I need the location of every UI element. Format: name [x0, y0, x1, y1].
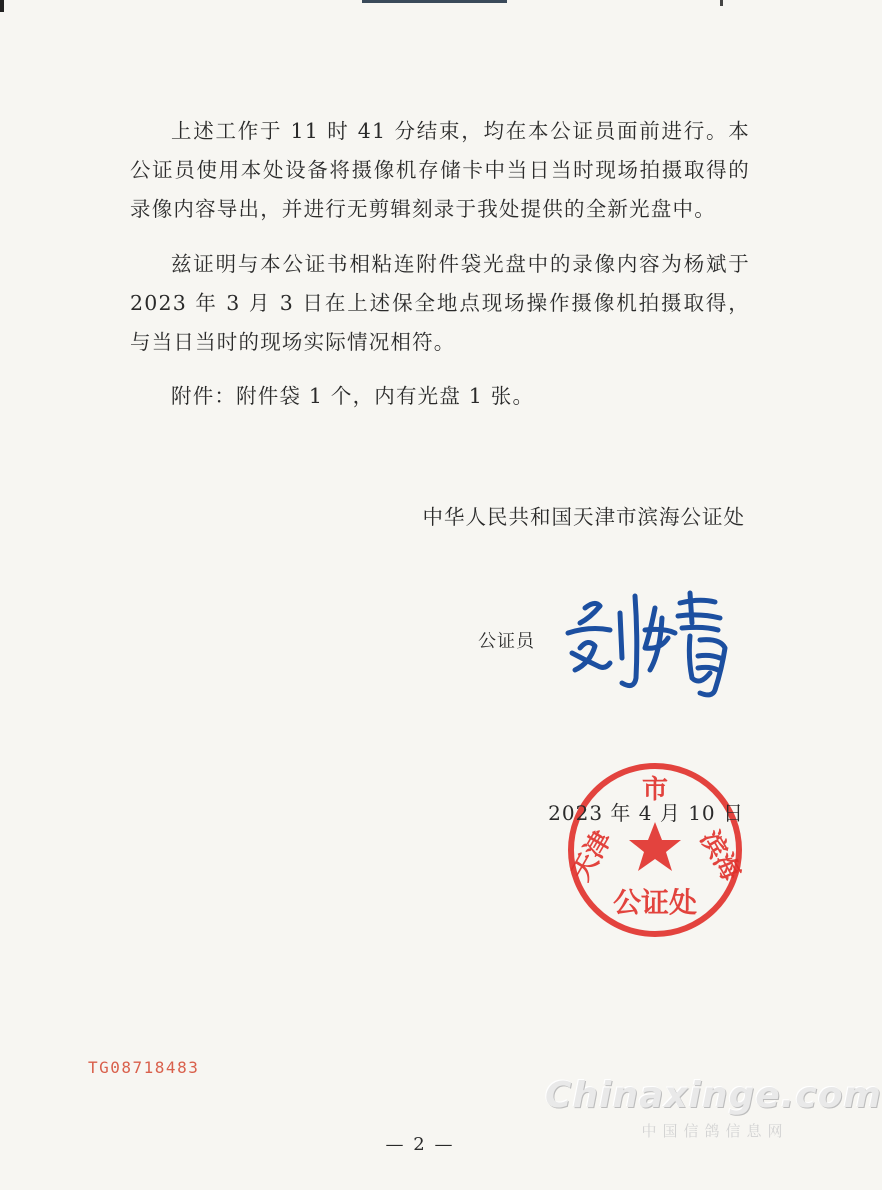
watermark-logo-text: Chinaxinge.com: [545, 1075, 882, 1116]
scan-mark: [720, 0, 723, 6]
page-number: — 2 —: [385, 1134, 455, 1155]
notary-label: 公证员: [478, 631, 535, 652]
scan-mark: [0, 0, 4, 12]
site-watermark: [545, 1075, 882, 1141]
paragraph-procedure: 上述工作于 11 时 41 分结束，均在本公证员面前进行。本公证员使用本处设备将摄像机存储卡中当日当时现场拍摄取得的录像内容导出，并进行无剪辑刻录于我处提供的全新光盘中。: [130, 119, 750, 222]
notary-signature: [550, 578, 760, 708]
scan-edge-marks: [0, 0, 840, 6]
organization-name: 中华人民共和国天津市滨海公证处: [422, 505, 745, 529]
star-icon: [629, 822, 681, 871]
document-body: [130, 112, 750, 416]
serial-number: TG08718483: [88, 1058, 200, 1077]
seal-right-chars: 滨海: [693, 825, 746, 887]
paragraph-attachment: 附件：附件袋 1 个，内有光盘 1 张。: [171, 384, 535, 409]
issue-date: 2023 年 4 月 10 日: [548, 801, 744, 825]
watermark-subtitle: 中国信鸽信息网: [641, 1122, 789, 1140]
scan-mark: [362, 0, 507, 3]
seal-bottom-text: 公证处: [612, 886, 698, 919]
seal-left-chars: 天津: [566, 825, 619, 887]
official-seal: [565, 760, 745, 940]
seal-top-char: 市: [641, 775, 669, 805]
paragraph-certification: 兹证明与本公证书相粘连附件袋光盘中的录像内容为杨斌于 2023 年 3 月 3 日在上述保全地点现场操作摄像机拍摄取得，与当日当时的现场实际情况相符。: [130, 251, 750, 355]
